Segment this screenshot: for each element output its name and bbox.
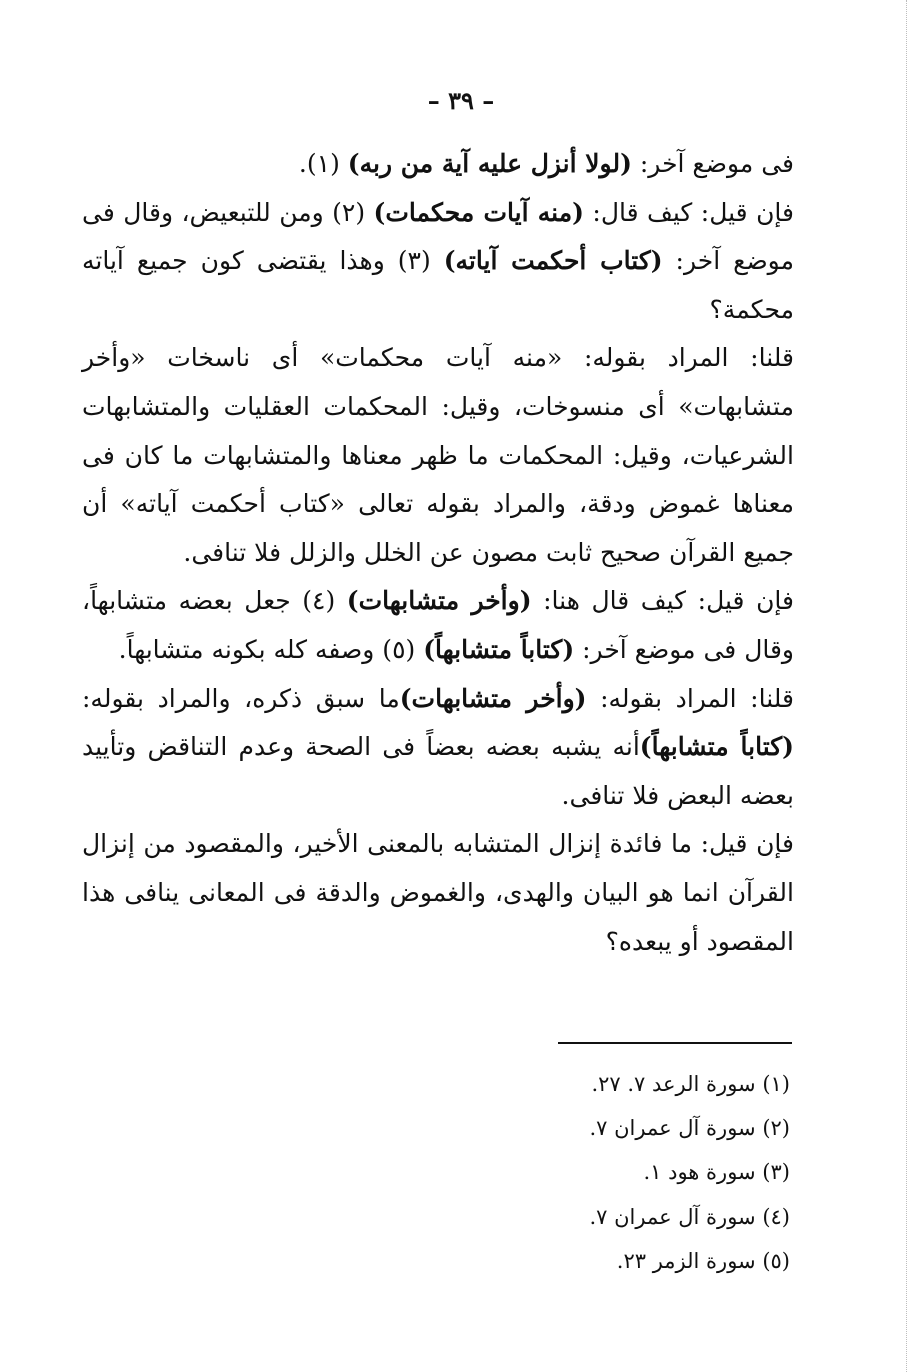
footnotes <box>440 1062 790 1283</box>
quran-quote: (منه آيات محكمات) <box>373 197 584 227</box>
paragraph <box>82 140 794 189</box>
paragraph <box>82 189 794 335</box>
quran-quote: (لولا أنزل عليه آية من ربه) <box>347 149 632 178</box>
paragraph <box>82 334 794 577</box>
quran-quote: (كتاباً متشابهاً) <box>639 732 794 762</box>
body-text <box>82 140 794 966</box>
quran-quote: (وأخر متشابهات) <box>346 586 532 616</box>
paragraph <box>82 577 794 674</box>
text-segment: فإن قيل: ما فائدة إنزال المتشابه بالمعنى الأخير، والمقصود من إنزال القرآن انما هو البيان والهدى، والغموض والدقة فى المعانى ينافى هذا المقصود أو يبعده؟ <box>82 829 794 956</box>
text-segment: قلنا: المراد بقوله: «منه آيات محكمات» أى ناسخات «وأخر متشابهات» أى منسوخات، وقيل: المحكمات العقليات والمتشابهات الشرعيات، وقيل: المحكمات ما ظهر معناها والمتشابهات ما كان فى معناها غموض ودقة، والمراد بقوله تعالى «كتاب أحكمت آياته» أن جميع القرآن صحيح ثابت مصون عن الخلل والزلل فلا تنافى. <box>82 343 794 567</box>
page-edge-dots <box>906 0 909 1372</box>
text-segment: أنه يشبه بعضه بعضاً فى الصحة وعدم التناقض وتأييد بعضه البعض فلا تنافى. <box>82 732 794 810</box>
footnote: (٢) سورة آل عمران ٧. <box>589 1116 790 1141</box>
text-segment: فإن قيل: كيف قال هنا: <box>531 586 794 616</box>
page-number: – ٣٩ – <box>427 86 495 115</box>
footnote: (١) سورة الرعد ٧. ٢٧. <box>591 1072 790 1096</box>
text-segment: (٣) وهذا يقتضى كون جميع آياته محكمة؟ <box>82 246 794 324</box>
footnote: (٥) سورة الزمر ٢٣. <box>616 1248 790 1273</box>
footnote-separator <box>558 1042 792 1044</box>
quran-quote: (كتاباً متشابهاً) <box>423 634 575 664</box>
text-segment: (٥) وصفه كله بكونه متشابهاً. <box>118 634 424 664</box>
paragraph <box>82 820 794 966</box>
text-segment: (٤) جعل بعضه متشابهاً، وقال فى موضع آخر: <box>82 586 794 664</box>
quran-quote: (كتاب أحكمت آياته) <box>443 246 663 276</box>
text-segment: (٢) ومن للتبعيض، وقال فى موضع آخر: <box>82 197 794 276</box>
footnote: (٤) سورة آل عمران ٧. <box>589 1204 790 1229</box>
text-segment: فى موضع آخر: <box>631 149 794 178</box>
text-segment: (١). <box>298 149 348 178</box>
text-segment: ما سبق ذكره، والمراد بقوله: <box>82 683 400 713</box>
text-segment: فإن قيل: كيف قال: <box>583 197 794 227</box>
footnote: (٣) سورة هود ١. <box>643 1160 790 1185</box>
paragraph <box>82 675 794 821</box>
quran-quote: (وأخر متشابهات) <box>399 683 587 713</box>
text-segment: قلنا: المراد بقوله: <box>586 683 794 713</box>
